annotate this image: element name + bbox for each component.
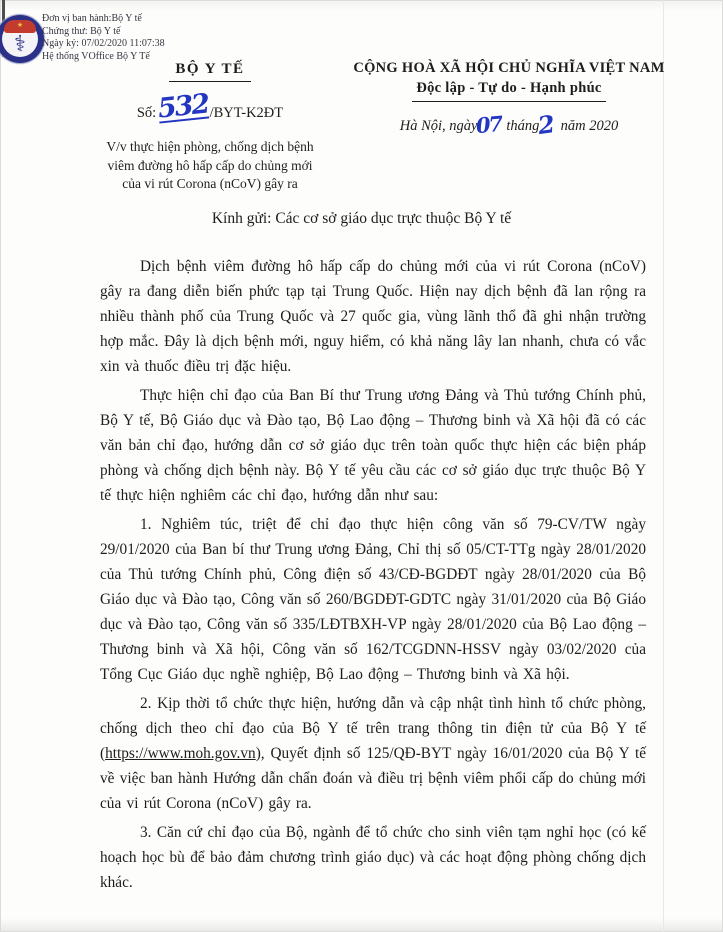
- handwritten-doc-number: 532: [156, 88, 210, 125]
- staff-of-aesculapius-icon: ⚕: [14, 32, 26, 57]
- stamp-issuing-unit: Đơn vị ban hành:Bộ Y tế: [42, 13, 142, 24]
- seal-ring: [0, 15, 44, 63]
- ministry-of-health-seal: [0, 15, 44, 63]
- document-number-line: [55, 88, 365, 131]
- paragraph-item-3: 3. Căn cứ chỉ đạo của Bộ, ngành để tổ chức cho sinh viên tạm nghỉ học (có kế hoạch học bù để bảo đảm chương trình giáo dục) và các hoạt động phòng chống dịch khác.: [100, 824, 646, 891]
- moh-website-link[interactable]: https://www.moh.gov.vn: [105, 745, 256, 762]
- scan-fold-line: [663, 0, 664, 932]
- item-2-text-post: ), Quyết định số 125/QĐ-BYT ngày 16/01/2020 của Bộ Y tế về việc ban hành Hướng dẫn chẩn đoán và điều trị bệnh viêm phổi cấp do chủng mới của vi rút Corona (nCoV) gây ra.: [100, 745, 646, 812]
- doc-number-prefix: Số:: [136, 105, 157, 121]
- stamp-system: Hệ thống VOffice Bộ Y Tế: [42, 50, 150, 62]
- digital-signature-stamp: [42, 13, 165, 63]
- handwritten-day: 07: [475, 110, 503, 139]
- subject-line-2: viêm đường hô hấp cấp do chủng mới: [107, 157, 313, 173]
- paragraph-intro: Dịch bệnh viêm đường hô hấp cấp do chủng mới của vi rút Corona (nCoV) gây ra đang diễn biến phức tạp tại Trung Quốc. Hiện nay dịch bệnh đã lan rộng ra nhiều thành phố của Trung Quốc và 27 quốc gia, vùng lãnh thổ đã ghi nhận trường hợp mắc. Đây là dịch bệnh mới, nguy hiểm, có khả năng lây lan nhanh, chưa có vắc xin và thuốc điều trị đặc hiệu.: [100, 258, 646, 375]
- letter-body: [100, 254, 646, 899]
- paragraph-item-1: 1. Nghiêm túc, triệt để chỉ đạo thực hiện công văn số 79-CV/TW ngày 29/01/2020 của Ban bí thư Trung ương Đảng, Chỉ thị số 05/CT-TTg ngày 28/01/2020 của Thủ tướng Chính phủ, Công điện số 43/CĐ-BGDĐT ngày 28/01/2020 của Bộ Giáo dục và Đào tạo, Công văn số 260/BGDĐT-GDTC ngày 31/01/2020 của Bộ Giáo dục và Đào tạo, Công văn số 335/LĐTBXH-VP ngày 28/01/2020 của Bộ Lao động – Thương binh và Xã hội, Công văn số 162/TCGDNN-HSSV ngày 03/02/2020 của Tổng Cục Giáo dục nghề nghiệp, Bộ Lao động – Thương binh và Xã hội.: [100, 516, 646, 683]
- paragraph-item-2: [100, 691, 646, 816]
- document-subject: [55, 138, 365, 194]
- handwritten-month: 2: [536, 108, 557, 141]
- issuing-org-title: BỘ Y TẾ: [169, 61, 250, 82]
- salutation-line: Kính gửi: Các cơ sở giáo dục trực thuộc Bộ Y tế: [211, 210, 512, 227]
- item-2-text-pre: 2. Kịp thời tổ chức thực hiện, hướng dẫn và cập nhật tình hình tổ chức phòng, chống dịch theo chỉ đạo của Bộ Y tế trên trang thông tin điện tử của Bộ Y tế (: [100, 695, 646, 762]
- subject-line-1: V/v thực hiện phòng, chống dịch bệnh: [106, 139, 314, 154]
- place-date-line: [335, 108, 683, 141]
- star-icon: ★: [16, 21, 24, 29]
- stamp-certificate: Chứng thư: Bộ Y tế: [42, 25, 121, 37]
- paragraph-directive: Thực hiện chỉ đạo của Ban Bí thư Trung ương Đảng và Thủ tướng Chính phủ, Bộ Y tế, Bộ Giáo dục và Đào tạo, Bộ Lao động – Thương binh và Xã hội đã có các văn bản chỉ đạo, hướng dẫn cơ sở giáo dục trên toàn quốc thực hiện các biện pháp phòng và chống dịch bệnh này. Bộ Y tế yêu cầu các cơ sở giáo dục trực thuộc Bộ Y tế thực hiện nghiêm các chỉ đạo, hướng dẫn như sau:: [100, 387, 646, 504]
- stamp-sign-date: Ngày ký: 07/02/2020 11:07:38: [42, 38, 165, 49]
- date-post-text: năm 2020: [560, 118, 619, 134]
- header-left-column: [55, 60, 365, 194]
- national-header: CỘNG HOÀ XÃ HỘI CHỦ NGHĨA VIỆT NAM: [353, 60, 665, 76]
- subject-line-3: của vi rút Corona (nCoV) gây ra: [122, 176, 298, 191]
- date-mid-text: tháng: [506, 118, 540, 134]
- national-motto: Độc lập - Tự do - Hạnh phúc: [412, 80, 605, 102]
- doc-number-suffix: /BYT-K2ĐT: [209, 105, 284, 121]
- date-pre-text: Hà Nội, ngày: [399, 118, 478, 134]
- header-right-column: [335, 60, 683, 141]
